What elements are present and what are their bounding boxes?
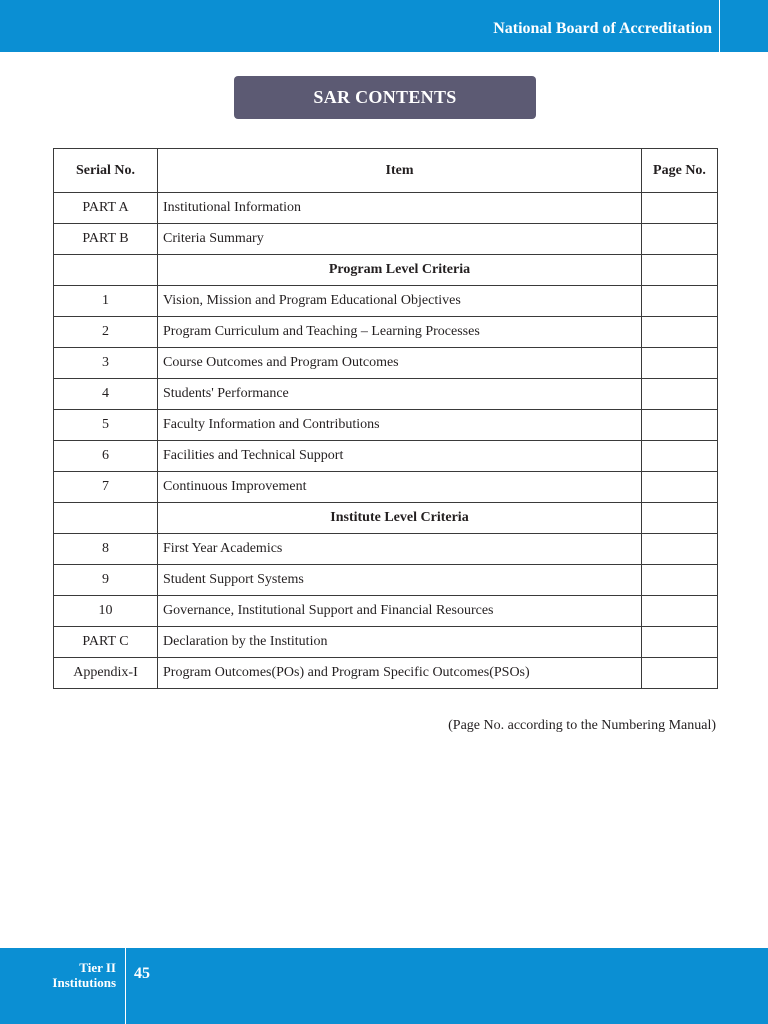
item-cell: Facilities and Technical Support xyxy=(158,441,642,472)
section-row xyxy=(54,503,718,534)
header-divider xyxy=(719,0,720,52)
page-cell xyxy=(642,317,718,348)
table-row xyxy=(54,627,718,658)
page-cell xyxy=(642,224,718,255)
footer-divider xyxy=(125,948,126,1024)
title-banner xyxy=(234,76,536,119)
table-row xyxy=(54,565,718,596)
table-row xyxy=(54,224,718,255)
item-cell: Program Curriculum and Teaching – Learning Processes xyxy=(158,317,642,348)
page-number: 45 xyxy=(134,965,150,982)
table-row xyxy=(54,441,718,472)
page-cell xyxy=(642,379,718,410)
page-cell xyxy=(642,596,718,627)
header-bar xyxy=(0,0,768,52)
item-cell: First Year Academics xyxy=(158,534,642,565)
item-cell: Continuous Improvement xyxy=(158,472,642,503)
page-cell xyxy=(642,410,718,441)
serial-cell xyxy=(54,255,158,286)
page-cell xyxy=(642,472,718,503)
item-cell: Vision, Mission and Program Educational Objectives xyxy=(158,286,642,317)
page-number-note: (Page No. according to the Numbering Manual) xyxy=(448,718,716,733)
item-cell: Student Support Systems xyxy=(158,565,642,596)
item-cell: Criteria Summary xyxy=(158,224,642,255)
page-cell xyxy=(642,503,718,534)
section-row xyxy=(54,255,718,286)
item-cell: Program Outcomes(POs) and Program Specific Outcomes(PSOs) xyxy=(158,658,642,689)
footer-bar xyxy=(0,948,768,1024)
table-header-row xyxy=(54,149,718,193)
serial-cell: 1 xyxy=(54,286,158,317)
serial-cell: Appendix-I xyxy=(54,658,158,689)
institutions-line: Institutions xyxy=(52,975,116,990)
page-cell xyxy=(642,565,718,596)
table-row xyxy=(54,379,718,410)
contents-table xyxy=(53,148,718,689)
serial-cell xyxy=(54,503,158,534)
page-cell xyxy=(642,286,718,317)
page-cell xyxy=(642,441,718,472)
serial-cell: 9 xyxy=(54,565,158,596)
page-cell xyxy=(642,627,718,658)
item-cell: Declaration by the Institution xyxy=(158,627,642,658)
item-header: Item xyxy=(158,149,642,193)
serial-cell: 10 xyxy=(54,596,158,627)
item-cell: Course Outcomes and Program Outcomes xyxy=(158,348,642,379)
table-row xyxy=(54,193,718,224)
serial-cell: PART A xyxy=(54,193,158,224)
serial-cell: 6 xyxy=(54,441,158,472)
item-cell: Governance, Institutional Support and Financial Resources xyxy=(158,596,642,627)
page-title: SAR CONTENTS xyxy=(313,87,457,107)
table-row xyxy=(54,348,718,379)
serial-cell: PART B xyxy=(54,224,158,255)
page-cell xyxy=(642,193,718,224)
serial-cell: 8 xyxy=(54,534,158,565)
item-cell: Students' Performance xyxy=(158,379,642,410)
organization-name: National Board of Accreditation xyxy=(493,20,712,37)
serial-cell: 7 xyxy=(54,472,158,503)
table-row xyxy=(54,286,718,317)
section-heading: Program Level Criteria xyxy=(158,255,642,286)
tier-line: Tier II xyxy=(79,960,116,975)
serial-cell: 3 xyxy=(54,348,158,379)
serial-cell: 5 xyxy=(54,410,158,441)
serial-header: Serial No. xyxy=(54,149,158,193)
table-row xyxy=(54,317,718,348)
item-cell: Institutional Information xyxy=(158,193,642,224)
page-cell xyxy=(642,255,718,286)
table-row xyxy=(54,658,718,689)
table-row xyxy=(54,472,718,503)
page-header: Page No. xyxy=(642,149,718,193)
tier-label xyxy=(52,960,116,990)
table-row xyxy=(54,410,718,441)
page-cell xyxy=(642,658,718,689)
item-cell: Faculty Information and Contributions xyxy=(158,410,642,441)
serial-cell: 4 xyxy=(54,379,158,410)
serial-cell: 2 xyxy=(54,317,158,348)
serial-cell: PART C xyxy=(54,627,158,658)
section-heading: Institute Level Criteria xyxy=(158,503,642,534)
table-row xyxy=(54,534,718,565)
page-cell xyxy=(642,534,718,565)
table-row xyxy=(54,596,718,627)
page-cell xyxy=(642,348,718,379)
